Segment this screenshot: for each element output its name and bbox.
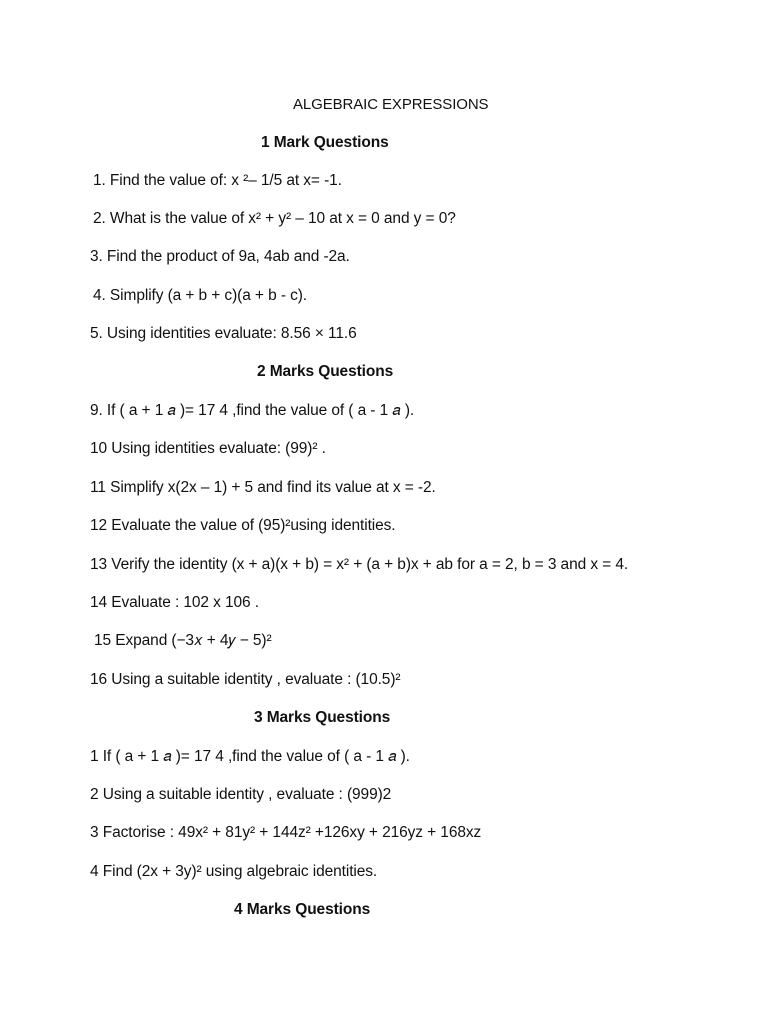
section-heading-4-marks: 4 Marks Questions	[234, 901, 371, 918]
question-1-4: 4. Simplify (a + b + c)(a + b - c).	[93, 287, 307, 304]
document-title: ALGEBRAIC EXPRESSIONS	[293, 96, 489, 113]
question-1-5: 5. Using identities evaluate: 8.56 × 11.6	[90, 325, 357, 342]
question-2-15: 15 Expand (−3𝑥 + 4𝑦 − 5)²	[94, 632, 272, 649]
question-2-14: 14 Evaluate : 102 x 106 .	[90, 594, 259, 611]
question-3-2: 2 Using a suitable identity , evaluate : (999)2	[90, 786, 392, 803]
question-2-10: 10 Using identities evaluate: (99)² .	[90, 440, 326, 457]
section-heading-1-mark: 1 Mark Questions	[261, 134, 389, 151]
question-2-12: 12 Evaluate the value of (95)²using identities.	[90, 517, 396, 534]
question-2-9: 9. If ( a + 1 𝑎 )= 17 4 ,find the value of ( a - 1 𝑎 ).	[90, 402, 415, 419]
section-heading-2-marks: 2 Marks Questions	[257, 363, 394, 380]
question-1-1: 1. Find the value of: x ²– 1/5 at x= -1.	[93, 172, 342, 189]
question-3-4: 4 Find (2x + 3y)² using algebraic identities.	[90, 863, 378, 880]
question-3-1: 1 If ( a + 1 𝑎 )= 17 4 ,find the value of ( a - 1 𝑎 ).	[90, 748, 410, 765]
question-1-2: 2. What is the value of x² + y² – 10 at x = 0 and y = 0?	[93, 210, 456, 227]
question-1-3: 3. Find the product of 9a, 4ab and -2a.	[90, 248, 350, 265]
question-2-11: 11 Simplify x(2x – 1) + 5 and find its value at x = -2.	[90, 479, 436, 496]
section-heading-3-marks: 3 Marks Questions	[254, 709, 391, 726]
question-2-13: 13 Verify the identity (x + a)(x + b) = x² + (a + b)x + ab for a = 2, b = 3 and x = 4.	[90, 556, 629, 573]
question-2-16: 16 Using a suitable identity , evaluate : (10.5)²	[90, 671, 401, 688]
question-3-3: 3 Factorise : 49x² + 81y² + 144z² +126xy + 216yz + 168xz	[90, 824, 482, 841]
